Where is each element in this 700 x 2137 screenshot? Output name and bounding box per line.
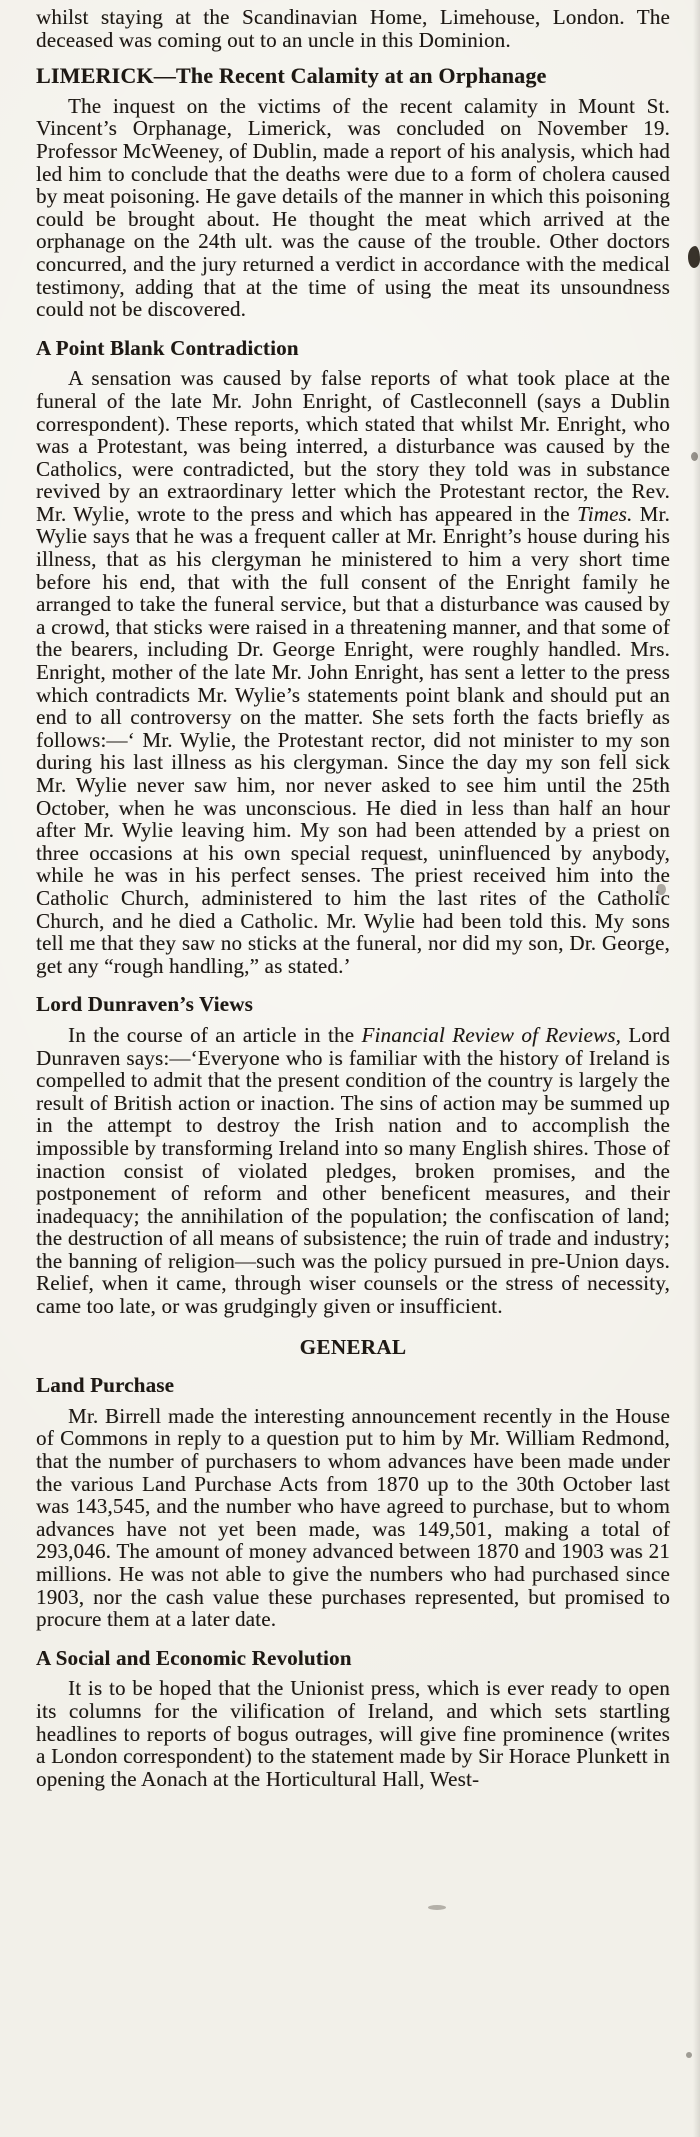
text-segment: Lord Dunraven says:—‘Everyone who is familiar with the history of Ireland is compelled to admit that the present condition of the country is largely the result of British action or inaction. The sins of action may be summed up in the attempt to destroy the Irish nation and to accomplish the impossible by transforming Ireland into so many English shires. Those of inaction consist of violated pledges, broken promises, and the postponement of reform and other beneficent measures, and their inadequacy; the annihilation of the population; the confiscation of land; the destruction of all means of subsistence; the ruin of trade and industry; the banning of religion—such was the policy pursued in pre-Union days. Relief, when it came, through wiser counsels or the stress of necessity, came too late, or was grudgingly given or insufficient. xyxy=(36,1022,670,1319)
heading-land-purchase: Land Purchase xyxy=(36,1373,175,1398)
ink-blot xyxy=(688,246,700,268)
italic-text-segment: Times. xyxy=(576,501,633,526)
heading-lord-dunravens-views: Lord Dunraven’s Views xyxy=(36,992,253,1017)
paragraph-land-purchase-figures: Mr. Birrell made the interesting announcement recently in the House of Commons in reply to a question put to him by Mr. William Redmond, that the number of purchasers to whom advances have been made under the various Land Purchase Acts from 1870 up to the 30th October last was 143,545, and the number who have agreed to purchase, but to whom advances have not yet been made, was 149,501, making a total of 293,046. The amount of money advanced between 1870 and 1903 was 21 millions. He was not able to give the numbers who had purchased since 1903, nor the cash value these purchases represented, but promised to procure them at a later date. xyxy=(36,1403,670,1632)
text-segment: Mr. Wylie says that he was a frequent caller at Mr. Enright’s house during his illness, that as his clergyman he ministered to him a very short time before his end, that with the full consent of the Enright family he arranged to take the funeral service, but that a disturbance was caused by a crowd, that sticks were raised in a threatening manner, and that some of the bearers, including Dr. George Enright, were roughly handled. Mrs. Enright, mother of the late Mr. John Enright, has sent a letter to the press which contradicts Mr. Wylie’s statements point blank and should put an end to all controversy on the matter. She sets forth the facts briefly as follows:—‘ Mr. Wylie, the Protestant rector, did not minister to my son during his last illness as his clergyman. Since the day my son fell sick Mr. Wylie never saw him, nor never asked to see him until the 25th October, when he was unconscious. He died in less than half an hour after Mr. Wylie leaving him. My son had been attended by a priest on three occasions at his own special request, uninfluenced by anybody, while he was in his perfect senses. The priest received him into the Catholic Church, administered to him the last rites of the Catholic Church, and he died a Catholic. Mr. Wylie had been told this. My sons tell me that they saw no sticks at the funeral, nor did my son, Dr. George, get any “rough handling,” as stated.’ xyxy=(36,501,670,978)
scan-smudge xyxy=(428,1905,446,1910)
paragraph-dunraven-article xyxy=(36,1024,670,1318)
heading-limerick-calamity: LIMERICK—The Recent Calamity at an Orphanage xyxy=(36,63,547,89)
heading-general: GENERAL xyxy=(299,1334,407,1359)
scan-speckle xyxy=(691,452,698,461)
heading-point-blank-contradiction: A Point Blank Contradiction xyxy=(36,335,299,360)
heading-social-economic-revolution: A Social and Economic Revolution xyxy=(36,1645,352,1670)
page-edge-shadow xyxy=(693,0,700,2137)
scan-speckle xyxy=(686,2052,692,2058)
text-segment: A sensation was caused by false reports of what took place at the funeral of the late Mr. John Enright, of Castleconnell (says a Dublin correspondent). These reports, which stated that whilst Mr. Enright, who was a Protestant, was being interred, a disturbance was caused by the Catholics, were contradicted, but the story they told was in substance revived by an extraordinary letter which the Protestant rector, the Rev. Mr. Wylie, wrote to the press and which has appeared in the xyxy=(36,366,670,526)
paragraph-unionist-press: It is to be hoped that the Unionist press, which is ever ready to open its columns for the vilification of Ireland, and which sets startling headlines to reports of bogus outrages, will give fine prominence (writes a London correspondent) to the statement made by Sir Horace Plunkett in opening the Aonach at the Horticultural Hall, West- xyxy=(36,1676,670,1791)
text-segment: In the course of an article in the xyxy=(68,1022,362,1047)
paragraph-limerick-inquest: The inquest on the victims of the recent calamity in Mount St. Vincent’s Orphanage, Limerick, was concluded on November 19. Professor McWeeney, of Dublin, made a report of his analysis, which had led him to conclude that the deaths were due to a form of cholera caused by meat poisoning. He gave details of the manner in which this poisoning could be brought about. He thought the meat which arrived at the orphanage on the 24th ult. was the cause of the trouble. Other doctors concurred, and the jury returned a verdict in accordance with the medical testimony, adding that at the time of using the meat its unsoundness could not be discovered. xyxy=(36,93,670,322)
continuation-paragraph: whilst staying at the Scandinavian Home, Limehouse, London. The deceased was coming out to an uncle in this Dominion. xyxy=(36,5,670,52)
paragraph-enright-funeral xyxy=(36,367,670,977)
italic-text-segment: Financial Review of Reviews, xyxy=(361,1022,622,1047)
